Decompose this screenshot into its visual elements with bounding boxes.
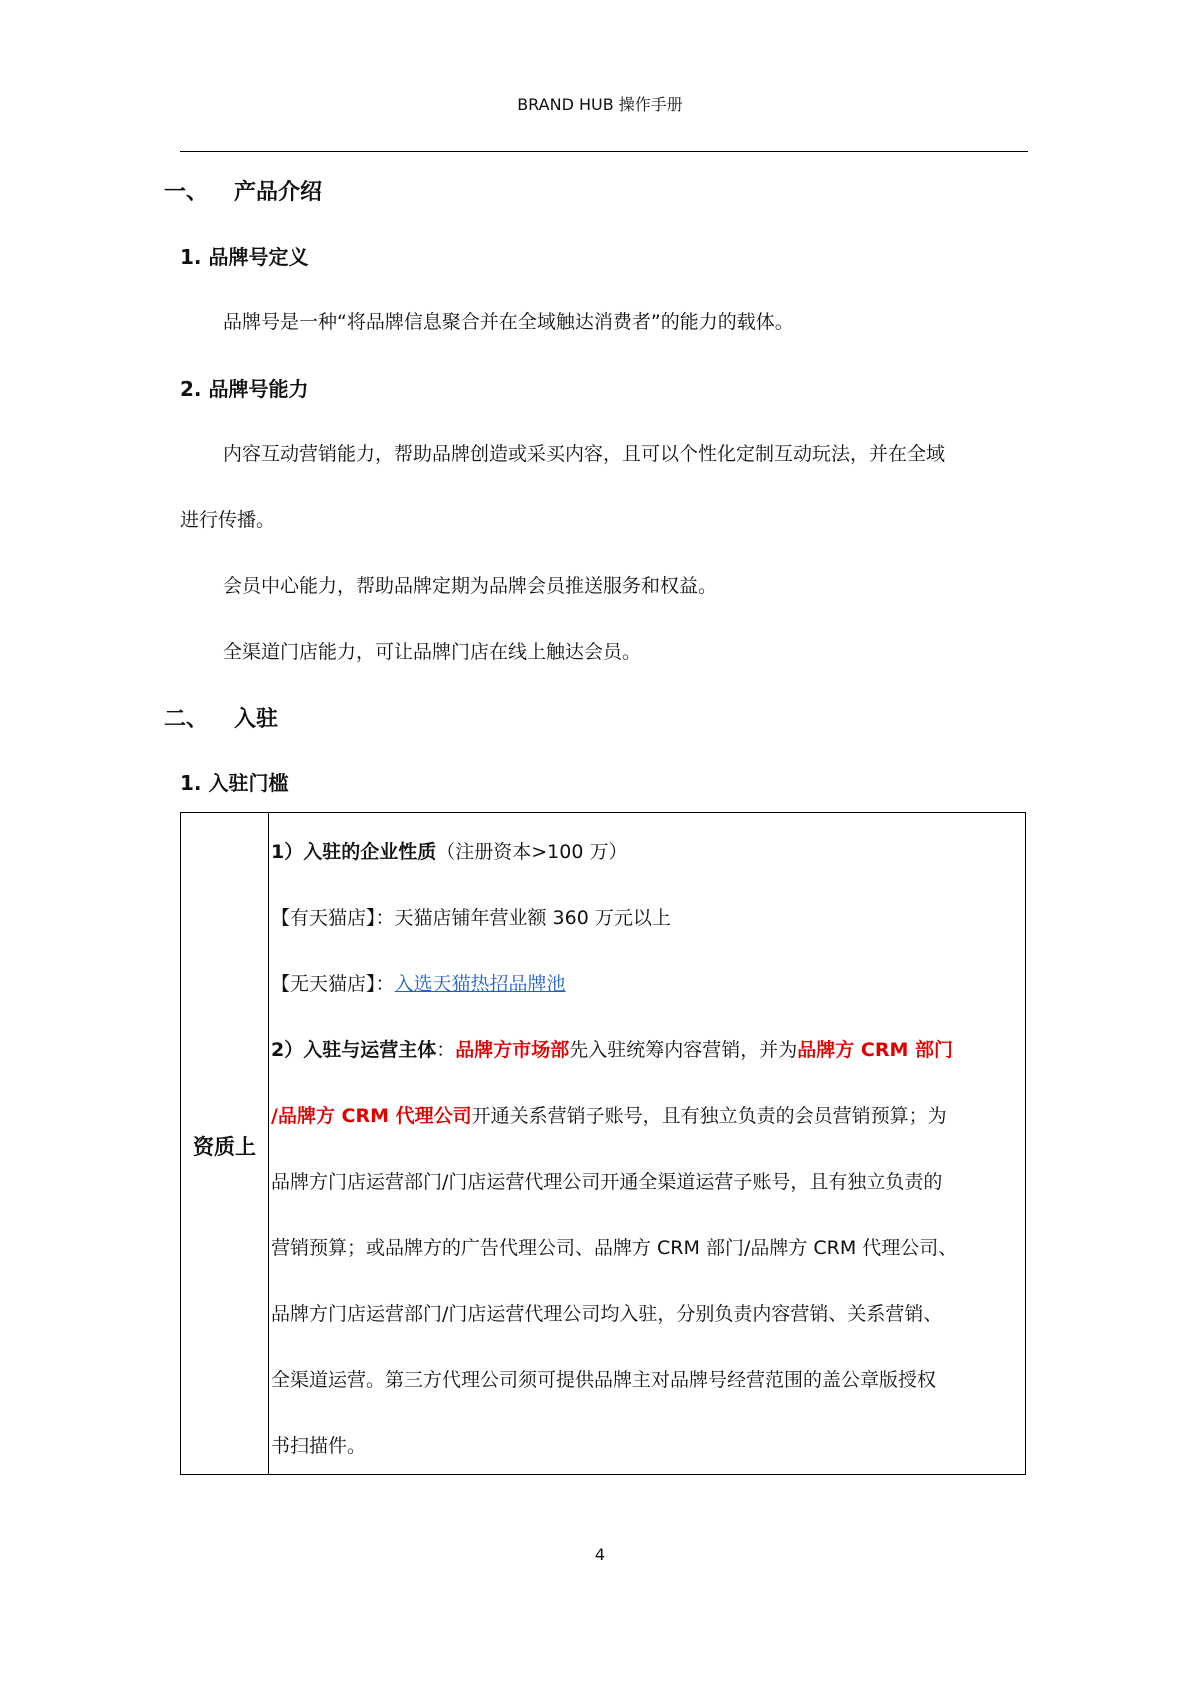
section-2-title: 入驻 [234,707,279,732]
subsection-1-1-title: 1. 品牌号定义 [180,245,309,269]
operating-entity-line7: 书扫描件。 [271,1435,367,1457]
subsection-2-1-title: 1. 入驻门槛 [180,771,289,795]
highlight-marketing-dept: 品牌方市场部 [455,1039,570,1061]
section-2-heading [164,702,564,732]
tmall-brand-pool-link[interactable]: 入选天猫热招品牌池 [394,973,566,995]
operating-entity-title: 2）入驻与运营主体 [271,1039,437,1061]
section-2-number: 二、 [164,707,209,732]
operating-entity-text1: 先入驻统筹内容营销，并为 [569,1039,798,1061]
operating-entity-colon: ： [436,1039,456,1061]
highlight-crm-dept: 品牌方 CRM 部门 [797,1039,953,1061]
operating-entity-line2 [271,1101,947,1128]
tmall-yes-label: 【有天猫店】： [271,907,395,929]
page-number: 4 [594,1545,606,1564]
header-rule [180,151,1028,152]
tmall-yes-text: 天猫店铺年营业额 360 万元以上 [394,907,671,929]
enterprise-nature-title: 1）入驻的企业性质 [271,841,437,863]
section-1-number: 一、 [164,180,209,205]
operating-entity-text2: 开通关系营销子账号，且有独立负责的会员营销预算；为 [471,1105,947,1127]
tmall-yes-line [271,903,671,930]
qualification-table [180,812,1026,1475]
subsection-1-2-title: 2. 品牌号能力 [180,377,309,401]
subsection-1-1-body: 品牌号是一种“将品牌信息聚合并在全域触达消费者”的能力的载体。 [223,311,794,333]
operating-entity-line4: 营销预算；或品牌方的广告代理公司、品牌方 CRM 部门/品牌方 CRM 代理公司、 [271,1237,958,1259]
table-column-divider [268,813,269,1474]
running-header: BRAND HUB 操作手册 [517,95,683,114]
capability-content-line1: 内容互动营销能力，帮助品牌创造或采买内容，且可以个性化定制互动玩法，并在全域 [223,443,946,465]
operating-entity-line6: 全渠道运营。第三方代理公司须可提供品牌主对品牌号经营范围的盖公章版授权 [271,1369,937,1391]
highlight-crm-agency: /品牌方 CRM 代理公司 [271,1105,472,1127]
enterprise-nature-note: （注册资本>100 万） [436,841,628,863]
tmall-no-label: 【无天猫店】： [271,973,395,995]
enterprise-nature-line [271,837,627,864]
capability-member: 会员中心能力，帮助品牌定期为品牌会员推送服务和权益。 [223,575,718,597]
section-1-title: 产品介绍 [234,180,323,205]
operating-entity-line3: 品牌方门店运营部门/门店运营代理公司开通全渠道运营子账号，且有独立负责的 [271,1171,943,1193]
operating-entity-line1 [271,1035,953,1062]
section-1-heading [164,175,564,205]
capability-content-line2: 进行传播。 [180,509,276,531]
operating-entity-line5: 品牌方门店运营部门/门店运营代理公司均入驻，分别负责内容营销、关系营销、 [271,1303,943,1325]
table-row-label: 资质上 [193,1135,256,1159]
capability-store: 全渠道门店能力，可让品牌门店在线上触达会员。 [223,641,642,663]
tmall-no-line [271,969,566,996]
